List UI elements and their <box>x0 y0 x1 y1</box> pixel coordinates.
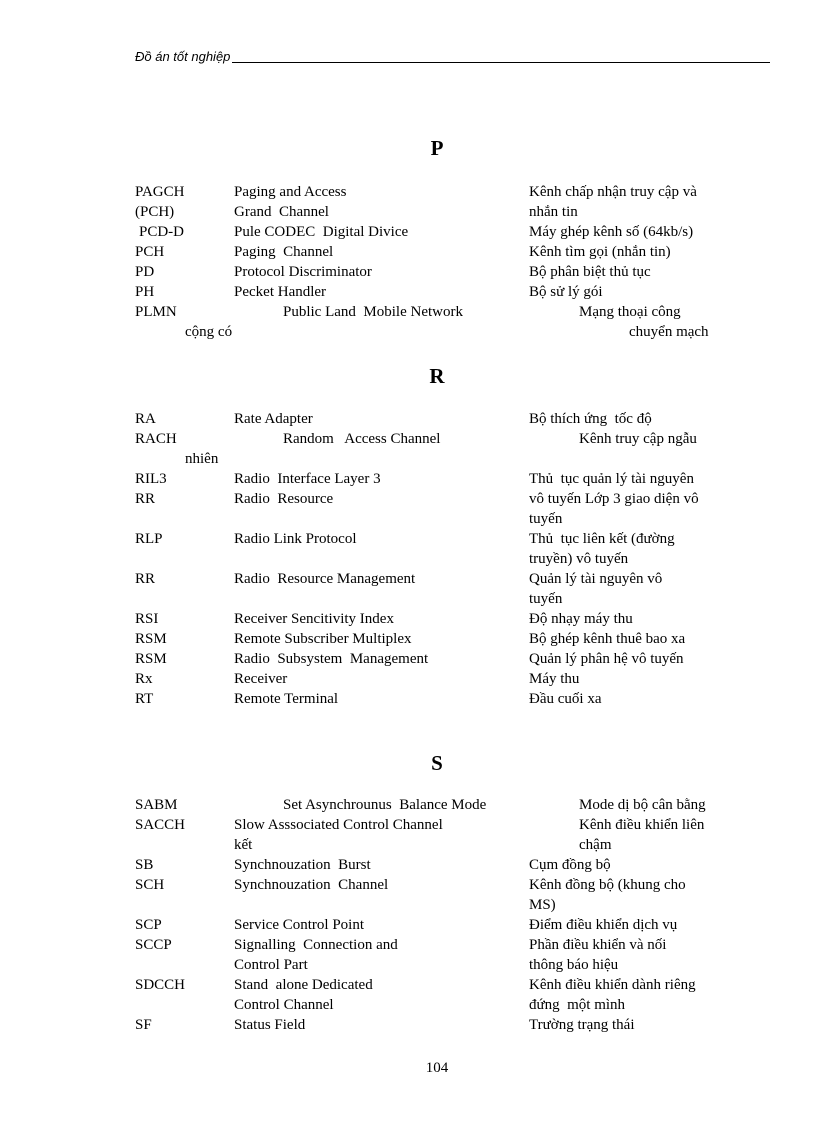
entry-row <box>135 650 755 670</box>
entry-term: Set Asynchrounus Balance Mode <box>283 797 487 813</box>
entry-row <box>135 510 755 530</box>
entry-term: Grand Channel <box>234 204 329 220</box>
entry-term: Synchnouzation Burst <box>234 857 371 873</box>
entry-abbr: RA <box>135 411 156 427</box>
entry-abbr: RACH <box>135 431 177 447</box>
entry-meaning: Độ nhạy máy thu <box>529 611 633 627</box>
entry-abbr: SB <box>135 857 154 873</box>
entry-abbr: PH <box>135 284 155 300</box>
entries-p <box>135 183 755 343</box>
entry-abbr: PCH <box>135 244 165 260</box>
entry-meaning: truyền) vô tuyến <box>529 551 629 567</box>
entry-term: Control Part <box>234 957 308 973</box>
entry-meaning: Bộ phân biệt thủ tục <box>529 264 651 280</box>
entry-term: Slow Asssociated Control Channel <box>234 817 443 833</box>
entry-meaning: MS) <box>529 897 556 913</box>
entry-row <box>135 203 755 223</box>
entry-abbr: PD <box>135 264 155 280</box>
entry-term: Stand alone Dedicated <box>234 977 373 993</box>
entry-row <box>135 590 755 610</box>
entry-row <box>135 610 755 630</box>
entry-abbr: RR <box>135 571 156 587</box>
entry-abbr: PLMN <box>135 304 177 320</box>
entry-meaning: Thủ tục quản lý tài nguyên <box>529 471 694 487</box>
entry-row <box>135 283 755 303</box>
entry-abbr: RSM <box>135 631 167 647</box>
entry-abbr: PCD-D <box>139 224 185 240</box>
entry-row <box>135 836 755 856</box>
page-number: 104 <box>425 1060 449 1076</box>
entry-meaning: Phần điều khiển và nối <box>529 937 667 953</box>
entry-meaning: Bộ thích ứng tốc độ <box>529 411 652 427</box>
entry-row <box>135 936 755 956</box>
entry-row <box>135 530 755 550</box>
entry-meaning: Kênh điều khiển dành riêng <box>529 977 696 993</box>
entry-meaning: Trường trạng thái <box>529 1017 635 1033</box>
entry-abbr: RSI <box>135 611 159 627</box>
entry-row <box>135 916 755 936</box>
entry-term: Paging and Access <box>234 184 347 200</box>
entry-row <box>135 550 755 570</box>
entry-term: Receiver Sencitivity Index <box>234 611 394 627</box>
entry-meaning: Điểm điều khiển dịch vụ <box>529 917 678 933</box>
entry-row <box>135 630 755 650</box>
entry-row <box>135 670 755 690</box>
entry-term-continuation: cộng có <box>185 324 233 340</box>
entry-term: Service Control Point <box>234 917 364 933</box>
entry-meaning: tuyến <box>529 511 563 527</box>
entry-term: Remote Terminal <box>234 691 339 707</box>
entry-abbr: SCH <box>135 877 165 893</box>
entry-row <box>135 470 755 490</box>
entries-s <box>135 796 755 1036</box>
entry-row <box>135 263 755 283</box>
entry-row <box>135 690 755 710</box>
entry-row <box>135 976 755 996</box>
entry-row <box>135 183 755 203</box>
entries-r <box>135 410 755 710</box>
entry-row <box>135 223 755 243</box>
entry-term: Paging Channel <box>234 244 334 260</box>
entry-abbr: RLP <box>135 531 163 547</box>
entry-row <box>135 816 755 836</box>
entry-term: Control Channel <box>234 997 334 1013</box>
entry-term: Status Field <box>234 1017 306 1033</box>
page-header <box>135 46 770 63</box>
entry-term: Signalling Connection and <box>234 937 398 953</box>
entry-row <box>135 876 755 896</box>
entry-abbr: Rx <box>135 671 153 687</box>
entry-row <box>135 243 755 263</box>
entry-row <box>135 410 755 430</box>
entry-abbr: PAGCH <box>135 184 185 200</box>
entry-meaning: tuyến <box>529 591 563 607</box>
entry-row <box>135 796 755 816</box>
entry-row <box>135 856 755 876</box>
entry-meaning: vô tuyến Lớp 3 giao diện vô <box>529 491 699 507</box>
entry-term: Random Access Channel <box>283 431 441 447</box>
entry-meaning-continuation: chuyển mạch <box>629 324 709 340</box>
entry-meaning: Quản lý phân hệ vô tuyến <box>529 651 684 667</box>
entry-abbr: SDCCH <box>135 977 186 993</box>
entry-meaning: Kênh chấp nhận truy cập và <box>529 184 697 200</box>
entry-meaning: Mạng thoại công <box>579 304 681 320</box>
entry-meaning: chậm <box>579 837 612 853</box>
section-letter-p: P <box>430 136 444 160</box>
entry-abbr: RR <box>135 491 156 507</box>
entry-term: Receiver <box>234 671 288 687</box>
entry-term: Public Land Mobile Network <box>283 304 463 320</box>
entry-abbr: SABM <box>135 797 178 813</box>
entry-row <box>135 570 755 590</box>
entry-meaning: đứng một mình <box>529 997 626 1013</box>
entry-abbr: SF <box>135 1017 152 1033</box>
entry-term: Radio Resource <box>234 491 334 507</box>
entry-term-continuation: nhiên <box>185 451 219 467</box>
entry-meaning: Cụm đồng bộ <box>529 857 611 873</box>
entry-meaning: Thủ tục liên kết (đường <box>529 531 675 547</box>
entry-meaning: Kênh tìm gọi (nhắn tin) <box>529 244 671 260</box>
entry-term: Protocol Discriminator <box>234 264 372 280</box>
entry-abbr: (PCH) <box>135 204 175 220</box>
entry-meaning: Mode dị bộ cân bằng <box>579 797 706 813</box>
entry-meaning: Máy ghép kênh số (64kb/s) <box>529 224 694 240</box>
entry-term: Radio Link Protocol <box>234 531 357 547</box>
entry-term: Radio Resource Management <box>234 571 416 587</box>
entry-abbr: SCCP <box>135 937 172 953</box>
entry-abbr: RSM <box>135 651 167 667</box>
entry-row <box>135 956 755 976</box>
entry-row <box>135 303 755 323</box>
entry-meaning: Bộ sử lý gói <box>529 284 603 300</box>
entry-abbr: RT <box>135 691 154 707</box>
entry-meaning: Kênh truy cập ngẫu <box>579 431 697 447</box>
entry-term: Synchnouzation Channel <box>234 877 389 893</box>
entry-term: Pule CODEC Digital Divice <box>234 224 409 240</box>
entry-meaning: Kênh điều khiển liên <box>579 817 705 833</box>
entry-row <box>135 896 755 916</box>
entry-abbr: RIL3 <box>135 471 167 487</box>
entry-row <box>135 1016 755 1036</box>
entry-meaning: Bộ ghép kênh thuê bao xa <box>529 631 686 647</box>
header-title: Đồ án tốt nghiệp <box>135 49 231 64</box>
entry-meaning: Kênh đồng bộ (khung cho <box>529 877 686 893</box>
entry-row <box>135 996 755 1016</box>
entry-term: kết <box>234 837 253 853</box>
entry-abbr: SACCH <box>135 817 186 833</box>
entry-meaning: Quản lý tài nguyên vô <box>529 571 663 587</box>
entry-row <box>135 430 755 450</box>
section-letter-r: R <box>429 364 445 388</box>
entry-row <box>135 323 755 343</box>
entry-term: Rate Adapter <box>234 411 313 427</box>
entry-meaning: nhắn tin <box>529 204 578 220</box>
entry-term: Pecket Handler <box>234 284 327 300</box>
entry-term: Radio Subsystem Management <box>234 651 429 667</box>
entry-meaning: thông báo hiệu <box>529 957 619 973</box>
entry-row <box>135 490 755 510</box>
section-letter-s: S <box>431 751 443 775</box>
entry-meaning: Đầu cuối xa <box>529 691 602 707</box>
entry-row <box>135 450 755 470</box>
entry-meaning: Máy thu <box>529 671 580 687</box>
entry-term: Radio Interface Layer 3 <box>234 471 381 487</box>
entry-abbr: SCP <box>135 917 162 933</box>
entry-term: Remote Subscriber Multiplex <box>234 631 412 647</box>
